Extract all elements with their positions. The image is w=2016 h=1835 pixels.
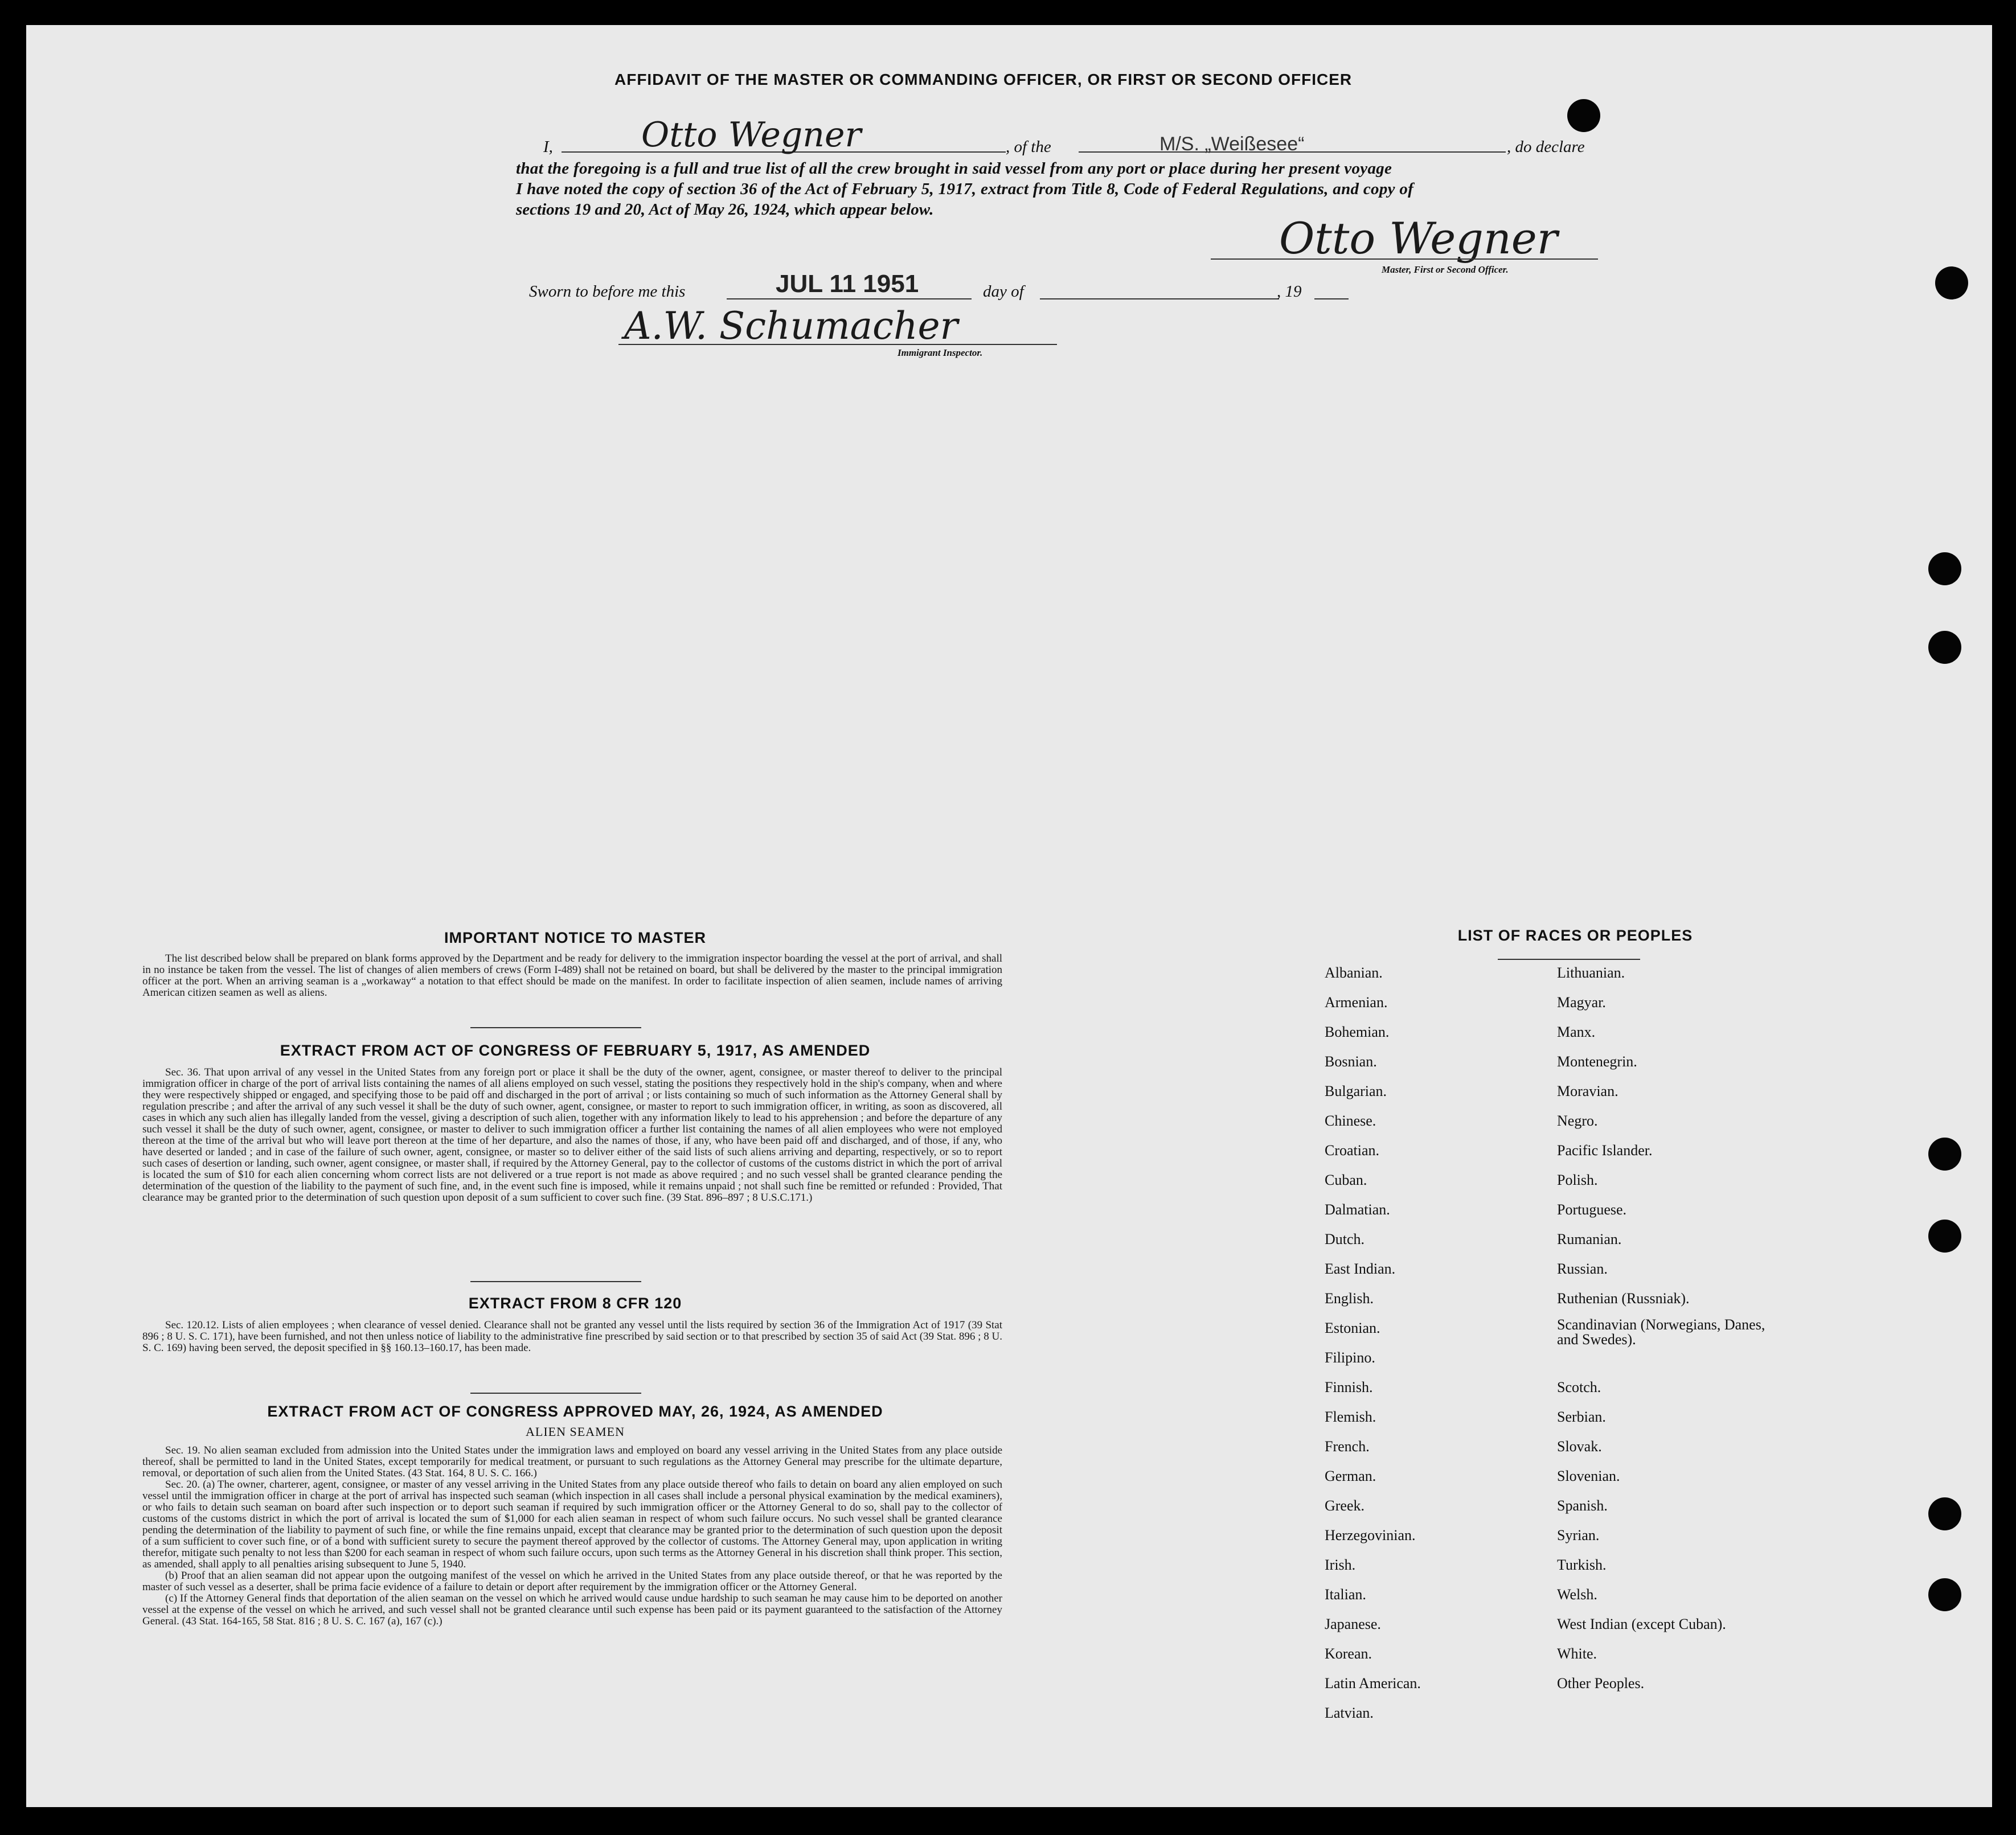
race-item: Spanish. <box>1557 1497 1608 1514</box>
race-item: Negro. <box>1557 1113 1598 1129</box>
races-title-underline <box>1498 959 1640 960</box>
signature-line <box>1211 258 1598 260</box>
race-item: Rumanian. <box>1557 1231 1622 1247</box>
race-item: Dutch. <box>1325 1231 1365 1247</box>
affidavit-title: AFFIDAVIT OF THE MASTER OR COMMANDING OFFICER, OR FIRST OR SECOND OFFICER <box>614 71 1353 88</box>
race-item: Chinese. <box>1325 1113 1376 1129</box>
race-item: East Indian. <box>1325 1261 1396 1277</box>
year-label: , 19 <box>1277 282 1302 301</box>
do-declare-label: , do declare <box>1507 138 1585 156</box>
day-of-label: day of <box>983 282 1024 301</box>
section-divider <box>470 1281 641 1282</box>
race-item: White. <box>1557 1645 1597 1662</box>
race-item: Filipino. <box>1325 1349 1375 1366</box>
race-item: Lithuanian. <box>1557 964 1625 981</box>
race-item: Dalmatian. <box>1325 1201 1390 1218</box>
i-label: I, <box>543 138 553 156</box>
race-item: Slovenian. <box>1557 1468 1620 1484</box>
race-item: Moravian. <box>1557 1083 1618 1099</box>
document-page <box>26 25 1992 1807</box>
extract-1917-text <box>142 1067 1002 1204</box>
race-item: West Indian (except Cuban). <box>1557 1616 1726 1632</box>
month-line <box>1040 298 1279 299</box>
race-item: Italian. <box>1325 1586 1366 1603</box>
extract-cfr-text <box>142 1320 1002 1354</box>
race-item: Montenegrin. <box>1557 1053 1637 1070</box>
race-item: Greek. <box>1325 1497 1365 1514</box>
race-item: Irish. <box>1325 1557 1356 1573</box>
notice-title: IMPORTANT NOTICE TO MASTER <box>444 929 706 946</box>
section-divider <box>470 1393 641 1394</box>
race-item: Croatian. <box>1325 1142 1380 1159</box>
extract-1917-title: EXTRACT FROM ACT OF CONGRESS OF FEBRUARY 5, 1917, AS AMENDED <box>280 1042 871 1059</box>
race-item: Turkish. <box>1557 1557 1607 1573</box>
section-divider <box>470 1027 641 1028</box>
extract-1917-paragraph: Sec. 36. That upon arrival of any vessel in the United States from any foreign port or place it shall be the duty of the owner, agent, consignee, or master thereof to deliver to the principal immigration officer in charge of the port of arrival lists containing the names of all aliens employed on such vessel, stating the positions they respectively hold in the ship's company, when and where they were respectively shipped or engaged, and specifying those to be paid off and discharged in the port of arrival ; or lists containing so much of such information as the Attorney General shall by regulation prescribe ; and after the arrival of any such vessel it shall be the duty of such owner, agent, consignee, or master to report to such immigration officer, in writing, as soon as discovered, all cases in which any such alien has illegally landed from the vessel, giving a description of such alien, together with any information likely to lead to his apprehension ; and before the departure of any such vessel it shall be the duty of such owner, agent, consignee, or master to deliver to such immigration officer a further list containing the names of all alien employees who were not employed thereon at the time of the arrival but who will leave port thereon at the time of her departure, and also the names of those, if any, who have been paid off and discharged, and of those, if any, who have deserted or landed ; and in case of the failure of such owner, agent, consignee, or master so to deliver either of the said lists of such aliens arriving and departing, respectively, or so to report such cases of desertion or landing, such owner, agent consignee, or master shall, if required by the Attorney General, pay to the collector of customs of the customs district in which the port of arrival is located the sum of $10 for each alien concerning whom correct lists are not delivered or a true report is not made as above required ; and no such vessel shall be granted clearance pending the determination of the question of the liability to the payment of such fine, and, in the event such fine is imposed, while it remains unpaid ; not shall such fine be remitted or refunded : Provided, That clearance may be granted prior to the determination of such question upon deposit of a sum sufficient to cover such fine. (39 Stat. 896–897 ; 8 U.S.C.171.) <box>142 1066 1002 1204</box>
race-item: Portuguese. <box>1557 1201 1627 1218</box>
race-item: Japanese. <box>1325 1616 1381 1632</box>
affidavit-line-3: I have noted the copy of section 36 of the Act of February 5, 1917, extract from Title 8, Code of Federal Regulations, and copy of <box>516 180 1414 198</box>
race-item: Serbian. <box>1557 1409 1606 1425</box>
sec-20b-paragraph: (b) Proof that an alien seaman did not appear upon the outgoing manifest of the vessel on which he arrived in the United States from any place outside thereof, or that he was reported by the master of such vessel as a deserter, shall be prima facie evidence of a failure to detain or deport after requirement by the immigration officer or the Attorney General. <box>142 1570 1002 1593</box>
race-item: Polish. <box>1557 1172 1598 1188</box>
extract-cfr-title: EXTRACT FROM 8 CFR 120 <box>468 1295 682 1312</box>
punch-hole <box>1928 1220 1961 1253</box>
race-item: Armenian. <box>1325 994 1388 1011</box>
race-item: Finnish. <box>1325 1379 1373 1395</box>
race-item: Bulgarian. <box>1325 1083 1387 1099</box>
race-item: French. <box>1325 1438 1370 1455</box>
extract-cfr-paragraph: Sec. 120.12. Lists of alien employees ; when clearance of vessel denied. Clearance shall not be granted any vessel until the lists required by section 36 of the Immigration Act of 1917 (39 Stat 896 ; 8 U. S. C. 171), have been furnished, and not then unless notice of liability to the administrative fine prescribed by said section or to that prescribed by section 35 of said Act (39 Stat. 896 ; 8 U. S. C. 169) having been served, the deposit specified in §§ 160.13–160.17, has been made. <box>142 1319 1002 1354</box>
race-item: Latin American. <box>1325 1675 1421 1692</box>
race-item: Magyar. <box>1557 994 1606 1011</box>
sec-19-paragraph: Sec. 19. No alien seaman excluded from admission into the United States under the immigration laws and employed on board any vessel arriving in the United States from any place outside thereof, shall be permitted to land in the United States, except temporarily for medical treatment, or pursuant to such regulations as the Attorney General may prescribe for the ultimate departure, removal, or deportation of such alien from the United States. (43 Stat. 164, 8 U. S. C. 166.) <box>142 1444 1002 1479</box>
race-item: Flemish. <box>1325 1409 1376 1425</box>
alien-seamen-subtitle: ALIEN SEAMEN <box>526 1425 625 1439</box>
date-stamp: JUL 11 1951 <box>776 270 919 298</box>
notice-paragraph: The list described below shall be prepared on blank forms approved by the Department and be ready for delivery to the immigration inspector boarding the vessel at the port of arrival, and shall in no instance be taken from the vessel. The list of changes of alien members of crews (Form I-489) shall not be retained on board, but shall be delivered by the master to the principal immigration officer at the port. When an arriving seaman is a „workaway“ a notation to that effect should be made on the manifest. In order to facilitate inspection of alien seamen, include names of arriving American citizen seamen as well as aliens. <box>142 953 1002 999</box>
race-item: Bohemian. <box>1325 1024 1390 1040</box>
vessel-name: M/S. „Weißesee“ <box>1159 133 1305 155</box>
race-item: Welsh. <box>1557 1586 1597 1603</box>
sworn-day-line <box>727 298 972 299</box>
punch-hole <box>1928 631 1961 664</box>
affidavit-line-4: sections 19 and 20, Act of May 26, 1924, which appear below. <box>516 200 934 219</box>
race-item: Scotch. <box>1557 1379 1601 1395</box>
punch-hole <box>1928 1497 1961 1530</box>
race-item: Manx. <box>1557 1024 1596 1040</box>
race-item: Other Peoples. <box>1557 1675 1645 1692</box>
sworn-label: Sworn to before me this <box>529 282 686 301</box>
inspector-signature: A.W. Schumacher <box>624 304 958 348</box>
race-item: Cuban. <box>1325 1172 1367 1188</box>
extract-1924-text <box>142 1445 1002 1627</box>
race-item: Syrian. <box>1557 1527 1600 1543</box>
signature-caption: Master, First or Second Officer. <box>1382 264 1509 275</box>
sec-20a-paragraph: Sec. 20. (a) The owner, charterer, agent, consignee, or master of any vessel arriving in the United States from any place outside thereof who fails to detain on board any alien employed on such vessel until the immigration officer in charge at the port of arrival has inspected such seaman (which inspection in all cases shall include a personal physical examination by the medical examiners), or who fails to detain such seaman on board after such inspection or to deport such seaman if required by such immigration officer or the Attorney General to do so, shall pay to the collector of customs of the customs district in which the port of arrival is located the sum of $1,000 for each alien seaman in respect of whom such failure occurs. No such vessel shall be granted clearance pending the determination of the liability to payment of such fine, or while the fine remains unpaid, except that clearance may be granted prior to the determination of such question upon the deposit of a sum sufficient to cover such fine, or of a bond with sufficient surety to secure the payment thereof approved by the collector of customs. The Attorney General may, upon application in writing therefor, mitigate such penalty to not less than $200 for each seaman in respect of whom such failure occurs, upon such terms as the Attorney General in his discretion shall think proper. This section, as amended, shall apply to all penalties arising subsequent to June 5, 1940. <box>142 1479 1002 1570</box>
race-item: German. <box>1325 1468 1376 1484</box>
extract-1924-title: EXTRACT FROM ACT OF CONGRESS APPROVED MAY, 26, 1924, AS AMENDED <box>267 1403 883 1420</box>
master-signature: Otto Wegner <box>1279 213 1558 264</box>
races-title: LIST OF RACES OR PEOPLES <box>1457 927 1693 944</box>
year-line <box>1314 298 1349 299</box>
notice-text <box>142 953 1002 999</box>
race-item: Russian. <box>1557 1261 1608 1277</box>
of-the-label: , of the <box>1006 138 1051 156</box>
affidavit-line-2: that the foregoing is a full and true list of all the crew brought in said vessel from any port or place during her present voyage <box>516 159 1392 178</box>
race-item: Slovak. <box>1557 1438 1602 1455</box>
race-item: Bosnian. <box>1325 1053 1377 1070</box>
punch-hole <box>1928 1578 1961 1611</box>
inspector-caption: Immigrant Inspector. <box>898 347 983 358</box>
sec-20c-paragraph: (c) If the Attorney General finds that deportation of the alien seaman on the vessel on which he arrived would cause undue hardship to such seaman he may cause him to be deported on another vessel at the expense of the vessel on which he arrived, and such vessel shall not be granted clearance until such expense has been paid or its payment guaranteed to the satisfaction of the Attorney General. (43 Stat. 164-165, 58 Stat. 816 ; 8 U. S. C. 167 (a), 167 (c).) <box>142 1592 1002 1627</box>
race-item: Scandinavian (Norwegians, Danes, and Swedes). <box>1557 1316 1765 1348</box>
race-item: Albanian. <box>1325 964 1383 981</box>
punch-hole <box>1928 1138 1961 1171</box>
race-item: Korean. <box>1325 1645 1372 1662</box>
race-item: Ruthenian (Russniak). <box>1557 1290 1690 1307</box>
race-item: Herzegovinian. <box>1325 1527 1416 1543</box>
punch-hole <box>1567 99 1600 132</box>
punch-hole <box>1928 552 1961 585</box>
race-item: Pacific Islander. <box>1557 1142 1653 1159</box>
race-item: Latvian. <box>1325 1705 1374 1721</box>
race-item: English. <box>1325 1290 1374 1307</box>
punch-hole <box>1935 266 1968 299</box>
race-item: Estonian. <box>1325 1320 1380 1336</box>
inspector-line <box>618 344 1057 345</box>
master-name-handwritten: Otto Wegner <box>641 115 862 155</box>
